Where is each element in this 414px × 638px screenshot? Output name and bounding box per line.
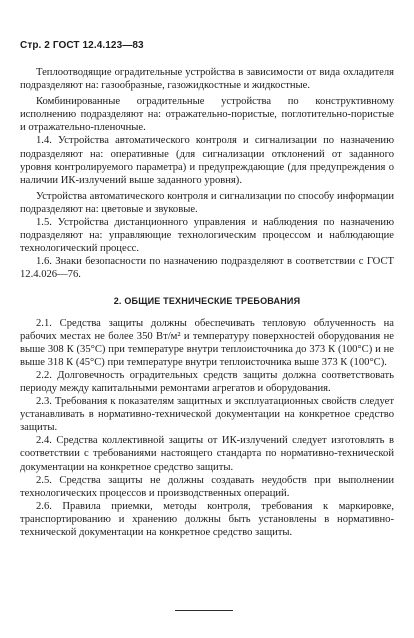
- paragraph-2-3: 2.3. Требования к показателям защитных и эксплуатационных свойств следует устанавливать в нормативно-технической документации на конкретное средство защиты.: [20, 396, 394, 434]
- paragraph-heat-removal-devices: Теплоотводящие оградительные устройства в зависимости от вида охладителя подразделяют на: газообразные, газожидкостные и жидкостные.: [20, 67, 394, 92]
- page-header: Стр. 2 ГОСТ 12.4.123—83: [20, 40, 144, 51]
- section-2-heading: 2. ОБЩИЕ ТЕХНИЧЕСКИЕ ТРЕБОВАНИЯ: [113, 295, 301, 306]
- paragraph-2-6: 2.6. Правила приемки, методы контроля, требования к маркировке, транспортированию и хранению должны быть установлены в нормативно-технической документации на конкретное средство защиты.: [20, 500, 394, 538]
- paragraph-2-2: 2.2. Долговечность оградительных средств защиты должна соответствовать периоду между капитальными ремонтами агрегатов и оборудования.: [20, 369, 394, 394]
- paragraph-2-4: 2.4. Средства коллективной защиты от ИК-излучений следует изготовлять в соответствии с требованиями настоящего стандарта по нормативно-технической документации на конкретное средство защиты.: [20, 435, 394, 473]
- paragraph-signal-by-info: Устройства автоматического контроля и сигнализации по способу информации подразделяют на: цветовые и звуковые.: [20, 190, 394, 215]
- page-content: [20, 66, 394, 539]
- paragraph-2-1: 2.1. Средства защиты должны обеспечивать тепловую облученность на рабочих местах не более 350 Вт/м² и температуру поверхностей оборудования не выше 308 К (35°С) при температуре внутри теплоисточника до 373 К (100°С) и не выше 318 К (45°С) при температуре внутри теплоисточника выше 373 К (100°С).: [20, 317, 394, 368]
- paragraph-2-5: 2.5. Средства защиты не должны создавать неудобств при выполнении технологических процессов и производственных операций.: [20, 474, 394, 499]
- paragraph-combined-devices: Комбинированные оградительные устройства по конструктивному исполнению подразделяют на: отражательно-пористые, поглотительно-пористые и отражательно-пленочные.: [20, 96, 394, 134]
- footer-divider: [175, 610, 233, 611]
- paragraph-1-5: 1.5. Устройства дистанционного управления и наблюдения по назначению подразделяют на: управляющие технологическим процессом и наблюдающие технологический процесс.: [20, 217, 394, 255]
- paragraph-1-6: 1.6. Знаки безопасности по назначению подразделяют в соответствии с ГОСТ 12.4.026—76.: [20, 256, 394, 281]
- paragraph-1-4: 1.4. Устройства автоматического контроля и сигнализации по назначению подразделяют на: оперативные (для сигнализации отклонений от заданного уровня контролируемого параметра) и предупреждающие (для предупреждения о наличии ИК-излучений выше заданного уровня).: [20, 135, 394, 186]
